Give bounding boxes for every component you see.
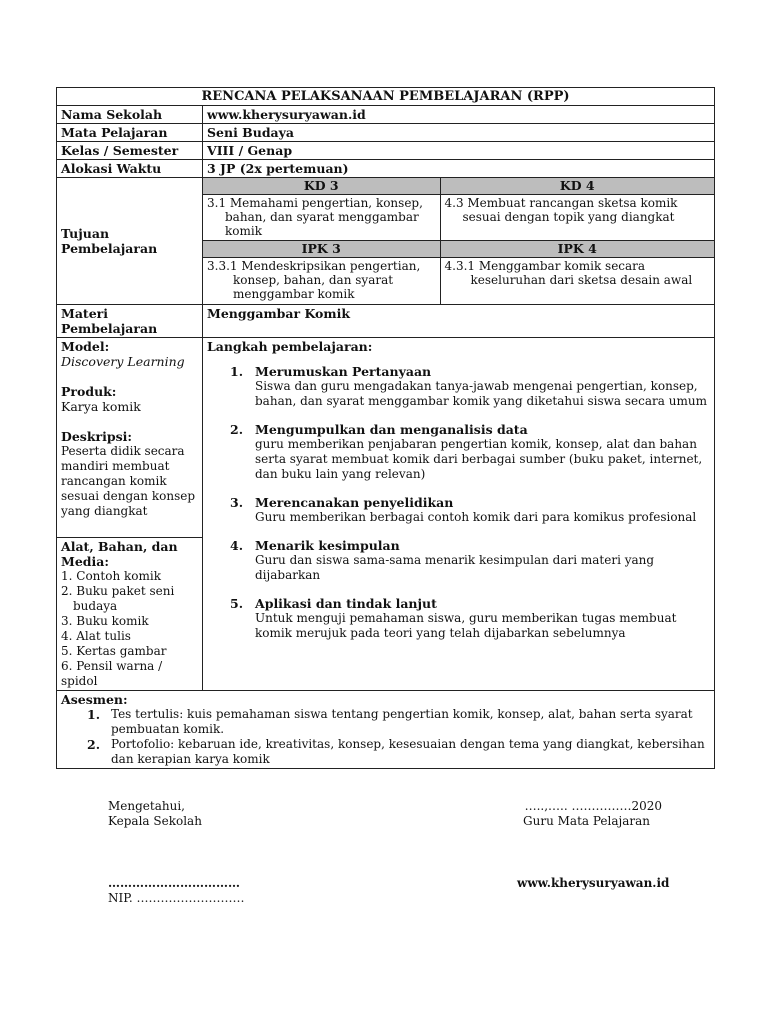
model-value: Discovery Learning	[61, 353, 185, 369]
asesmen-text: Tes tertulis: kuis pemahaman siswa tentang pengertian komik, konsep, alat, bahan serta syarat pembuatan komik.	[111, 706, 693, 736]
list-item: 4. Alat tulis	[61, 628, 131, 643]
deskripsi-value: Peserta didik secara mandiri membuat rancangan komik sesuai dengan konsep yang diangkat	[61, 443, 196, 518]
principal-name: ……………………………	[108, 876, 240, 890]
list-item: budaya	[73, 598, 118, 613]
info-label: Mata Pelajaran	[57, 124, 203, 142]
materi-value: Menggambar Komik	[203, 304, 715, 337]
materi-label: Materi Pembelajaran	[57, 304, 203, 337]
step-desc: Guru dan siswa sama-sama menarik kesimpulan dari materi yang dijabarkan	[255, 552, 655, 582]
langkah-heading: Langkah pembelajaran:	[207, 338, 373, 354]
ipk3-desc: 3.3.1 Mendeskripsikan pengertian, konsep, bahan, dan syarat menggambar komik	[207, 259, 421, 301]
ipk4-desc: 4.3.1 Menggambar komik secara keseluruhan dari sketsa desain awal	[444, 259, 693, 287]
step-title: Aplikasi dan tindak lanjut	[255, 595, 437, 611]
asesmen-number: 1.	[87, 706, 101, 722]
tujuan-content	[203, 178, 715, 305]
tujuan-label: Tujuan Pembelajaran	[57, 178, 203, 305]
kd4-header: KD 4	[440, 178, 714, 195]
signature-left	[108, 799, 202, 829]
list-item: 3. Buku komik	[61, 613, 149, 628]
list-item: 5. Kertas gambar	[61, 643, 167, 658]
signature-left-line1: Mengetahui,	[108, 799, 185, 813]
asesmen-label: Asesmen:	[61, 691, 128, 707]
ipk3-header: IPK 3	[203, 241, 440, 258]
signature-right-line2: Guru Mata Pelajaran	[523, 814, 650, 828]
principal-nip: NIP. ………………………	[108, 891, 245, 905]
step-number: 1.	[230, 363, 244, 379]
kd3-text	[203, 195, 440, 241]
step-number: 5.	[230, 595, 244, 611]
asesmen-cell	[57, 690, 715, 768]
step-desc: Guru memberikan berbagai contoh komik dari para komikus profesional	[255, 509, 697, 524]
teacher-name: www.kherysuryawan.id	[517, 876, 670, 890]
info-value: VIII / Genap	[203, 142, 715, 160]
list-item	[207, 596, 710, 641]
produk-value: Karya komik	[61, 398, 141, 414]
deskripsi-label: Deskripsi:	[61, 428, 132, 444]
document-title: RENCANA PELAKSANAAN PEMBELAJARAN (RPP)	[57, 88, 715, 106]
info-label: Alokasi Waktu	[57, 160, 203, 178]
info-row	[57, 142, 715, 160]
rpp-table	[56, 87, 715, 769]
asesmen-text: Portofolio: kebaruan ide, kreativitas, konsep, kesesuaian dengan tema yang diangkat, kebersihan dan kerapian karya komik	[111, 736, 705, 766]
alat-cell	[57, 537, 203, 690]
alat-list	[61, 569, 198, 689]
list-item: 6. Pensil warna / spidol	[61, 658, 163, 688]
signature-right	[512, 799, 662, 829]
step-number: 4.	[230, 537, 244, 553]
step-title: Mengumpulkan dan menganalisis data	[255, 421, 528, 437]
step-number: 3.	[230, 494, 244, 510]
kd4-desc: 4.3 Membuat rancangan sketsa komik sesuai dengan topik yang diangkat	[444, 196, 678, 224]
model-cell	[57, 337, 203, 537]
step-title: Merencanakan penyelidikan	[255, 494, 454, 510]
list-item	[207, 538, 710, 583]
step-desc: Untuk menguji pemahaman siswa, guru memberikan tugas membuat komik merujuk pada teori yang telah dijabarkan sebelumnya	[255, 610, 677, 640]
list-item	[207, 364, 710, 409]
ipk4-text	[440, 258, 714, 304]
kd3-desc: 3.1 Memahami pengertian, konsep, bahan, dan syarat menggambar komik	[207, 196, 423, 238]
kd4-text	[440, 195, 714, 241]
ipk3-text	[203, 258, 440, 304]
model-label: Model:	[61, 338, 110, 354]
produk-label: Produk:	[61, 383, 117, 399]
signature-left-line2: Kepala Sekolah	[108, 814, 202, 828]
asesmen-list	[61, 707, 710, 767]
step-title: Merumuskan Pertanyaan	[255, 363, 432, 379]
list-item: 2. Buku paket seni	[61, 583, 175, 598]
step-number: 2.	[230, 421, 244, 437]
step-desc: Siswa dan guru mengadakan tanya-jawab mengenai pengertian, konsep, bahan, dan syarat menggambar komik yang diketahui siswa secara umum	[255, 378, 707, 408]
info-row	[57, 106, 715, 124]
info-row	[57, 124, 715, 142]
alat-label: Alat, Bahan, dan Media:	[61, 538, 178, 569]
info-row	[57, 160, 715, 178]
langkah-list	[207, 364, 710, 641]
info-value: 3 JP (2x pertemuan)	[203, 160, 715, 178]
asesmen-number: 2.	[87, 736, 101, 752]
step-desc: guru memberikan penjabaran pengertian komik, konsep, alat dan bahan serta syarat membuat komik dari berbagai sumber (buku paket, internet, dan buku lain yang relevan)	[255, 436, 703, 481]
list-item	[207, 422, 710, 482]
list-item	[207, 495, 710, 525]
info-label: Kelas / Semester	[57, 142, 203, 160]
kd3-header: KD 3	[203, 178, 440, 195]
info-label: Nama Sekolah	[57, 106, 203, 124]
kd-ipk-table	[203, 178, 714, 304]
step-title: Menarik kesimpulan	[255, 537, 400, 553]
info-value: Seni Budaya	[203, 124, 715, 142]
ipk4-header: IPK 4	[440, 241, 714, 258]
langkah-cell	[203, 337, 715, 690]
info-value: www.kherysuryawan.id	[203, 106, 715, 124]
list-item: 1. Contoh komik	[61, 568, 161, 583]
list-item	[61, 707, 710, 737]
signature-date: …..,….. ……………2020	[524, 799, 662, 813]
list-item	[61, 737, 710, 767]
